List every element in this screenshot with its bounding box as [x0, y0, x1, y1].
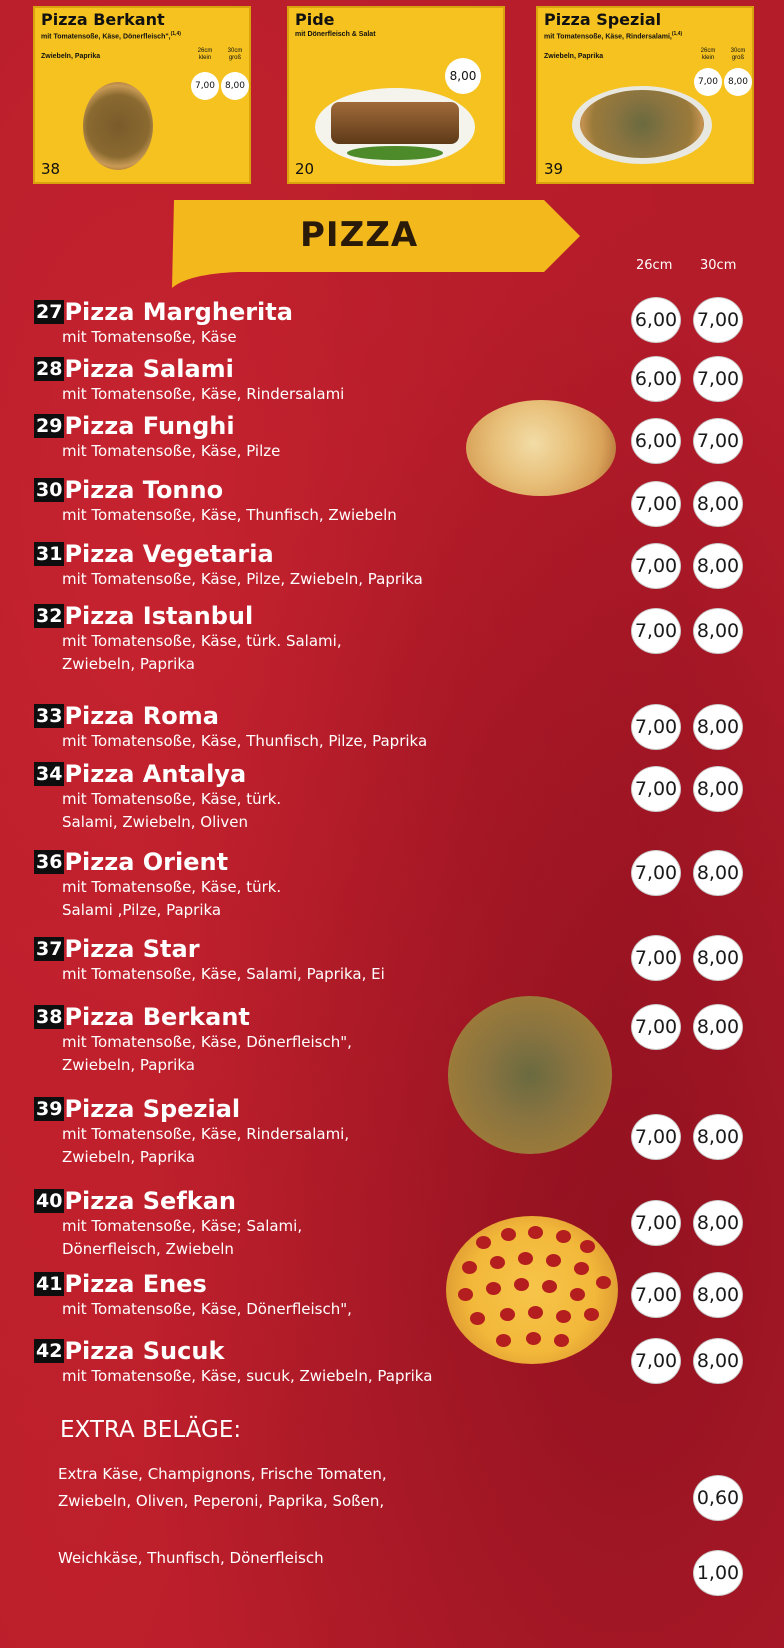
- extras-title: EXTRA BELÄGE:: [60, 1417, 242, 1443]
- item-description: Salami, Zwiebeln, Oliven: [62, 813, 249, 831]
- item-name: Pizza Roma: [64, 702, 219, 730]
- featured-number: 39: [544, 160, 564, 178]
- item-description: mit Tomatensoße, Käse, Pilze, Zwiebeln, Paprika: [62, 570, 423, 588]
- item-name: Pizza Salami: [64, 355, 234, 383]
- item-description: mit Tomatensoße, Käse, Salami, Paprika, Ei: [62, 965, 385, 983]
- pizza-photo: [83, 82, 153, 170]
- item-description: Zwiebeln, Paprika: [62, 1056, 195, 1074]
- price-30cm: 8,00: [693, 1338, 743, 1384]
- item-name: Pizza Sefkan: [64, 1187, 237, 1215]
- item-description: mit Tomatensoße, Käse, türk. Salami,: [62, 632, 342, 650]
- price-26cm: 7,00: [631, 850, 681, 896]
- item-number: 27: [36, 301, 63, 323]
- item-number: 34: [36, 763, 63, 785]
- item-name: Pizza Istanbul: [64, 602, 254, 630]
- featured-desc-2: Zwiebeln, Paprika: [544, 53, 604, 60]
- extras-price-2: 1,00: [693, 1550, 743, 1596]
- featured-card-spezial: [536, 6, 754, 184]
- price-26cm: 7,00: [631, 1114, 681, 1160]
- item-description: mit Tomatensoße, Käse, Dönerfleisch",: [62, 1300, 352, 1318]
- featured-desc-2: Zwiebeln, Paprika: [41, 53, 101, 60]
- price-26cm: 7,00: [631, 608, 681, 654]
- size-label-small: 26cm klein: [700, 48, 716, 61]
- item-description: Dönerfleisch, Zwiebeln: [62, 1240, 234, 1258]
- item-number: 31: [36, 543, 63, 565]
- item-description: mit Tomatensoße, Käse, türk.: [62, 790, 282, 808]
- extras-line-2: Zwiebeln, Oliven, Peperoni, Paprika, Soßen,: [58, 1492, 385, 1510]
- item-description: mit Tomatensoße, Käse, Rindersalami: [62, 385, 345, 403]
- item-description: mit Tomatensoße, Käse, türk.: [62, 878, 282, 896]
- size-header-small: 26cm: [636, 258, 673, 273]
- item-name: Pizza Sucuk: [64, 1337, 225, 1365]
- price-26cm: 6,00: [631, 297, 681, 343]
- price-30cm: 8,00: [693, 1114, 743, 1160]
- price-30cm: 7,00: [693, 297, 743, 343]
- item-description: mit Tomatensoße, Käse, Dönerfleisch",: [62, 1033, 352, 1051]
- item-number: 37: [36, 938, 63, 960]
- item-number: 39: [36, 1098, 63, 1120]
- featured-title: Pizza Berkant: [41, 10, 165, 29]
- item-name: Pizza Spezial: [64, 1095, 241, 1123]
- menu-item: [34, 848, 281, 922]
- item-number: 40: [36, 1190, 63, 1212]
- item-number: 41: [36, 1273, 63, 1295]
- price-30cm: 8,00: [693, 935, 743, 981]
- pizza-photo-funghi: [466, 400, 616, 496]
- price-30cm: 8,00: [693, 1200, 743, 1246]
- price-30cm: 8,00: [693, 481, 743, 527]
- menu-item: [34, 760, 281, 834]
- featured-title: Pide: [295, 10, 335, 29]
- featured-number: 20: [295, 160, 315, 178]
- item-number: 33: [36, 705, 63, 727]
- price-26cm: 7,00: [631, 481, 681, 527]
- price-badge-large: 8,00: [221, 72, 249, 100]
- pizza-photo: [580, 90, 704, 158]
- salad-photo: [347, 146, 443, 160]
- price-26cm: 7,00: [631, 1272, 681, 1318]
- item-name: Pizza Antalya: [64, 760, 247, 788]
- size-label-large: 30cm groß: [730, 48, 746, 61]
- price-badge-small: 7,00: [191, 72, 219, 100]
- item-name: Pizza Vegetaria: [64, 540, 274, 568]
- price-30cm: 8,00: [693, 704, 743, 750]
- featured-card-pide: [287, 6, 505, 184]
- size-label-small: 26cm klein: [197, 48, 213, 61]
- pizza-photo-berkant: [448, 996, 612, 1154]
- item-description: Zwiebeln, Paprika: [62, 655, 195, 673]
- item-description: mit Tomatensoße, Käse, Thunfisch, Zwiebeln: [62, 506, 397, 524]
- menu-item: [34, 1003, 352, 1077]
- price-26cm: 7,00: [631, 1200, 681, 1246]
- item-description: mit Tomatensoße, Käse, sucuk, Zwiebeln, Paprika: [62, 1367, 433, 1385]
- pide-photo-food: [331, 102, 459, 144]
- menu-item: [34, 1187, 302, 1261]
- item-description: mit Tomatensoße, Käse, Rindersalami,: [62, 1125, 350, 1143]
- price-badge: 8,00: [445, 58, 481, 94]
- item-name: Pizza Margherita: [64, 298, 293, 326]
- price-30cm: 8,00: [693, 850, 743, 896]
- item-name: Pizza Enes: [64, 1270, 207, 1298]
- price-26cm: 7,00: [631, 1004, 681, 1050]
- featured-desc: mit Dönerfleisch & Salat: [295, 31, 376, 38]
- size-label-large: 30cm groß: [227, 48, 243, 61]
- menu-item: [34, 935, 385, 986]
- price-26cm: 7,00: [631, 543, 681, 589]
- price-26cm: 7,00: [631, 935, 681, 981]
- pizza-photo-pepperoni: [446, 1216, 618, 1364]
- size-header-large: 30cm: [700, 258, 737, 273]
- price-30cm: 7,00: [693, 356, 743, 402]
- menu-item: [34, 702, 427, 753]
- item-name: Pizza Funghi: [64, 412, 235, 440]
- item-name: Pizza Star: [64, 935, 200, 963]
- item-number: 28: [36, 358, 63, 380]
- menu-item: [34, 412, 280, 463]
- menu-item: [34, 298, 293, 349]
- section-title: PIZZA: [300, 215, 419, 255]
- price-30cm: 7,00: [693, 418, 743, 464]
- featured-desc: mit Tomatensoße, Käse, Rindersalami,$^{(1,4)}$: [544, 31, 683, 41]
- menu-item: [34, 476, 397, 527]
- menu-item: [34, 1270, 352, 1321]
- item-number: 29: [36, 415, 63, 437]
- item-name: Pizza Berkant: [64, 1003, 250, 1031]
- featured-desc: mit Tomatensoße, Käse, Dönerfleisch",$^{(1,4)}$: [41, 31, 181, 41]
- item-description: mit Tomatensoße, Käse, Pilze: [62, 442, 281, 460]
- featured-title: Pizza Spezial: [544, 10, 662, 29]
- price-26cm: 6,00: [631, 356, 681, 402]
- price-30cm: 8,00: [693, 543, 743, 589]
- price-30cm: 8,00: [693, 766, 743, 812]
- item-number: 38: [36, 1006, 63, 1028]
- item-description: mit Tomatensoße, Käse: [62, 328, 237, 346]
- menu-item: [34, 1095, 349, 1169]
- menu-item: [34, 602, 342, 676]
- extras-line-3: Weichkäse, Thunfisch, Dönerfleisch: [58, 1549, 324, 1567]
- price-26cm: 7,00: [631, 1338, 681, 1384]
- menu-item: [34, 1337, 432, 1388]
- item-number: 30: [36, 479, 63, 501]
- price-26cm: 7,00: [631, 704, 681, 750]
- item-number: 42: [36, 1340, 63, 1362]
- item-number: 32: [36, 605, 63, 627]
- item-name: Pizza Orient: [64, 848, 229, 876]
- price-badge-large: 8,00: [724, 68, 752, 96]
- item-description: mit Tomatensoße, Käse, Thunfisch, Pilze, Paprika: [62, 732, 428, 750]
- item-description: Zwiebeln, Paprika: [62, 1148, 195, 1166]
- item-number: 36: [36, 851, 63, 873]
- menu-item: [34, 355, 344, 406]
- menu-item: [34, 540, 423, 591]
- item-description: Salami ,Pilze, Paprika: [62, 901, 222, 919]
- price-30cm: 8,00: [693, 1004, 743, 1050]
- price-30cm: 8,00: [693, 608, 743, 654]
- featured-card-berkant: [33, 6, 251, 184]
- extras-line-1: Extra Käse, Champignons, Frische Tomaten,: [58, 1465, 387, 1483]
- item-description: mit Tomatensoße, Käse; Salami,: [62, 1217, 303, 1235]
- extras-price-1: 0,60: [693, 1475, 743, 1521]
- price-30cm: 8,00: [693, 1272, 743, 1318]
- featured-number: 38: [41, 160, 61, 178]
- price-26cm: 7,00: [631, 766, 681, 812]
- price-badge-small: 7,00: [694, 68, 722, 96]
- price-26cm: 6,00: [631, 418, 681, 464]
- item-name: Pizza Tonno: [64, 476, 224, 504]
